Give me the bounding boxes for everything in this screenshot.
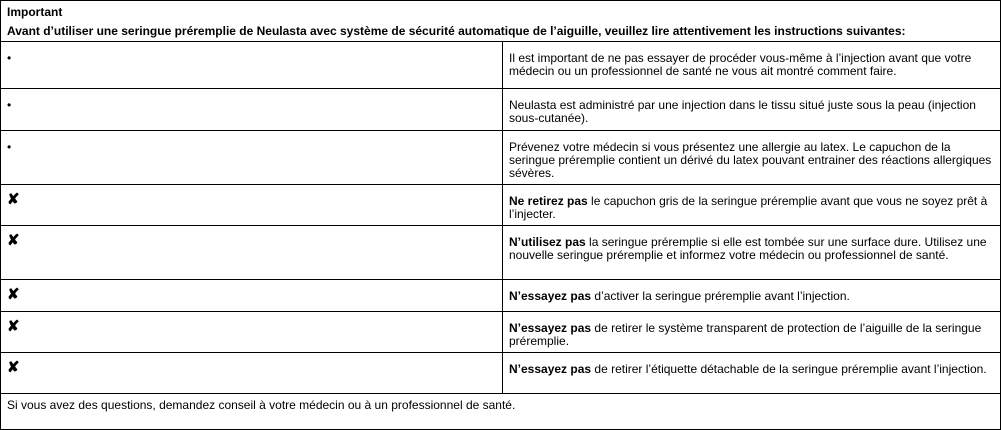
table-row — [1, 89, 1000, 131]
footer-note: Si vous avez des questions, demandez conseil à votre médecin ou à un professionnel de santé. — [7, 398, 516, 412]
cross-icon: ✘ — [7, 191, 20, 208]
row-text: Ne retirez pas le capuchon gris de la seringue préremplie avant que vous ne soyez prêt à l’injecter. — [502, 185, 1000, 225]
table-header — [1, 1, 1000, 42]
table-row — [1, 280, 1000, 312]
table-row — [1, 131, 1000, 185]
row-text: Il est important de ne pas essayer de procéder vous-même à l’injection avant que votre médecin ou un professionnel de santé ne vous ait montré comment faire. — [502, 42, 1000, 88]
row-text: N’essayez pas d’activer la seringue préremplie avant l’injection. — [502, 280, 1000, 311]
row-text: N’essayez pas de retirer le système transparent de protection de l’aiguille de la seringue préremplie. — [502, 312, 1000, 352]
table-row — [1, 42, 1000, 89]
cross-icon: ✘ — [7, 232, 20, 249]
instruction-rows — [1, 42, 1000, 394]
row-text: N’essayez pas de retirer l’étiquette détachable de la seringue préremplie avant l’injection. — [502, 353, 1000, 393]
bullet-icon: • — [7, 140, 12, 154]
bullet-icon: • — [7, 51, 12, 65]
row-text: Prévenez votre médecin si vous présentez une allergie au latex. Le capuchon de la seringue préremplie contient un dérivé du latex pouvant entrainer des réactions allergiques sévères. — [502, 131, 1000, 184]
cross-icon: ✘ — [7, 318, 20, 335]
row-text: N’utilisez pas la seringue préremplie si elle est tombée sur une surface dure. Utilisez une nouvelle seringue préremplie et informez votre médecin ou professionnel de santé. — [502, 226, 1000, 279]
table-row — [1, 226, 1000, 280]
bullet-icon: • — [7, 98, 12, 112]
header-subtitle: Avant d’utiliser une seringue préremplie de Neulasta avec système de sécurité automatique de l’aiguille, veuillez lire attentivement les instructions suivantes: — [7, 24, 906, 38]
table-row — [1, 185, 1000, 226]
table-row — [1, 312, 1000, 353]
cross-icon: ✘ — [7, 286, 20, 303]
table-row — [1, 353, 1000, 394]
header-title: Important — [7, 5, 63, 19]
cross-icon: ✘ — [7, 359, 20, 376]
row-text: Neulasta est administré par une injection dans le tissu situé juste sous la peau (injection sous-cutanée). — [502, 89, 1000, 130]
